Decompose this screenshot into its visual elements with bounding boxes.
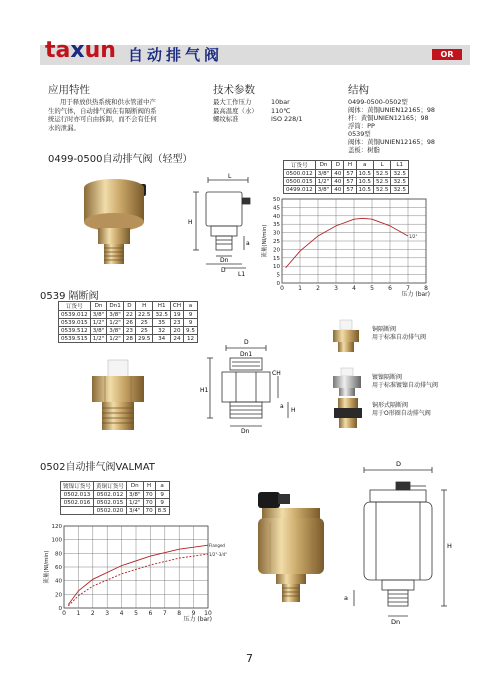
- table-header: D: [123, 302, 135, 311]
- x-tick-label: 1: [298, 285, 302, 292]
- x-axis-label: 压力 (bar): [183, 616, 212, 623]
- table-row: [61, 491, 170, 499]
- x-tick-label: 0: [62, 610, 66, 617]
- table-cell: 1/2": [107, 335, 124, 343]
- table-cell: 0502.012: [93, 491, 126, 499]
- table-cell: 34: [153, 335, 170, 343]
- x-tick-label: 1: [76, 610, 81, 617]
- table-cell: 32.5: [391, 170, 408, 178]
- x-tick-label: 3: [105, 610, 110, 617]
- x-tick-label: 7: [162, 610, 167, 617]
- y-tick-label: 40: [273, 213, 280, 220]
- brand-logo: taxun: [45, 38, 116, 63]
- structure-heading: 结构: [348, 84, 369, 96]
- table-cell: 1/2": [90, 335, 107, 343]
- y-tick-label: 20: [55, 592, 62, 599]
- table-0539: [58, 301, 198, 343]
- dim-label-a: a: [246, 240, 250, 247]
- table-cell: 1/2": [90, 319, 107, 327]
- table-cell: 3/8": [90, 327, 107, 335]
- y-tick-label: 50: [273, 197, 280, 203]
- dim-label-H1: H1: [200, 387, 209, 394]
- table-cell: 10.5: [356, 186, 373, 194]
- x-tick-label: 10: [204, 610, 212, 617]
- table-row: [284, 178, 409, 186]
- table-cell: 20: [170, 327, 183, 335]
- application-line: 统运行时亦可自由拆卸，而不会有任何: [48, 115, 157, 124]
- table-cell: 22.5: [135, 311, 152, 319]
- series-line: [68, 545, 208, 604]
- table-cell: 3/8": [315, 170, 332, 178]
- x-tick-label: 8: [177, 610, 182, 617]
- table-cell: 52.5: [374, 178, 391, 186]
- table-cell: 52.5: [374, 170, 391, 178]
- table-cell: 1/2": [107, 319, 124, 327]
- table-body: [59, 311, 198, 343]
- dim-label-Dn1: Dn1: [240, 351, 253, 358]
- table-header: L1: [391, 161, 408, 170]
- dim-label-Dn: Dn: [241, 428, 250, 435]
- table-cell: 23: [123, 327, 135, 335]
- table-header: H: [135, 302, 152, 311]
- x-tick-label: 7: [406, 285, 410, 292]
- dim-label-CH: CH: [272, 370, 281, 377]
- dim-label-a: a: [344, 594, 348, 602]
- table-row: [61, 499, 170, 507]
- y-tick-label: 60: [55, 565, 62, 571]
- y-tick-label: 45: [273, 205, 280, 212]
- table-cell: 57: [344, 170, 356, 178]
- table-header: Dn: [90, 302, 107, 311]
- table-header: CH: [170, 302, 183, 311]
- valve-0539-photo: [78, 358, 158, 440]
- flow-chart-0499: [262, 195, 452, 305]
- table-cell: 26: [123, 319, 135, 327]
- table-cell: 40: [332, 178, 344, 186]
- table-cell: 0502.013: [61, 491, 94, 499]
- table-header: a: [155, 482, 169, 491]
- x-tick-label: 2: [316, 285, 320, 292]
- table-cell: 32.5: [391, 178, 408, 186]
- table-cell: 22: [123, 311, 135, 319]
- table-cell: 29.5: [135, 335, 152, 343]
- dim-label-H: H: [447, 542, 452, 550]
- table-header: 订货号: [59, 302, 91, 311]
- table-header: H1: [153, 302, 170, 311]
- table-cell: 24: [170, 335, 183, 343]
- page-number: 7: [246, 652, 253, 665]
- table-cell: 3/8": [90, 311, 107, 319]
- dim-label-D: D: [221, 267, 226, 274]
- tech-value: 110℃: [271, 106, 291, 115]
- structure-line: 阀体：黄铜UNIEN12165；98: [348, 138, 435, 146]
- y-tick-label: 120: [51, 524, 62, 530]
- valve-0539-copper-thumb: [328, 318, 364, 354]
- application-line: 生的气体，自动排气阀在有隔断阀的系: [48, 106, 157, 115]
- table-row: [59, 311, 198, 319]
- dim-label-H: H: [188, 219, 193, 226]
- y-tick-label: 20: [273, 247, 280, 254]
- table-cell: 0539.012: [59, 311, 91, 319]
- structure-text: [348, 98, 435, 154]
- note-line: 用于标准镀镍自动排气阀: [372, 382, 439, 389]
- note-line: 铜隔断阀: [372, 326, 397, 333]
- table-cell: 0500.015: [284, 178, 316, 186]
- note-line: 用于O形圈自动排气阀: [372, 410, 431, 417]
- structure-line: 阀体：黄铜UNIEN12165；98: [348, 106, 435, 114]
- table-cell: 3/8": [126, 491, 143, 499]
- tech-label: 最高温度（水）: [213, 106, 258, 115]
- dim-label-L1: L1: [238, 271, 246, 278]
- table-cell: 19: [170, 311, 183, 319]
- series-line: [286, 218, 408, 268]
- table-cell: 32: [153, 327, 170, 335]
- table-cell: 0499.012: [284, 186, 316, 194]
- series-label: 1/2"-3/4": [209, 552, 227, 558]
- y-tick-label: 40: [55, 578, 62, 585]
- y-tick-label: 25: [273, 239, 280, 245]
- table-cell: 25: [135, 319, 152, 327]
- y-tick-label: 10: [273, 264, 280, 271]
- table-cell: 12: [184, 335, 198, 343]
- x-tick-label: 0: [280, 285, 284, 292]
- table-cell: 70: [143, 507, 155, 515]
- table-header: Dn1: [107, 302, 124, 311]
- dim-label-H: H: [291, 407, 296, 414]
- x-tick-label: 6: [148, 610, 153, 617]
- x-tick-label: 8: [424, 285, 428, 292]
- valve-0499-photo: [72, 168, 162, 276]
- dim-label-D: D: [396, 460, 402, 468]
- table-cell: 52.5: [374, 186, 391, 194]
- series-label: 1/2": [409, 233, 418, 239]
- structure-line: 0499-0500-0502型: [348, 98, 408, 106]
- note-copper: [372, 326, 426, 342]
- x-tick-label: 2: [90, 610, 95, 617]
- page-title: 自动排气阀: [128, 46, 224, 64]
- table-cell: 32.5: [391, 186, 408, 194]
- table-row: [61, 507, 170, 515]
- table-header-row: [59, 302, 198, 311]
- dim-label-a: a: [280, 403, 284, 410]
- table-cell: 0500.012: [284, 170, 316, 178]
- table-cell: [61, 507, 94, 515]
- y-axis-label: 流量(Nl/min): [262, 224, 268, 258]
- x-tick-label: 5: [134, 610, 138, 617]
- table-cell: 3/8": [107, 311, 124, 319]
- tech-heading: 技术参数: [213, 84, 255, 96]
- series-label: Flanged: [209, 543, 225, 549]
- table-0502: [60, 481, 170, 515]
- table-cell: 9: [155, 491, 169, 499]
- dim-label-L: L: [228, 173, 232, 180]
- series-0499-heading: 0499-0500自动排气阀（轻型）: [48, 154, 193, 165]
- tech-value: 10bar: [271, 98, 290, 106]
- table-row: [59, 327, 198, 335]
- application-line: 水的泄漏。: [48, 123, 80, 132]
- table-header: 黄铜订货号: [93, 482, 126, 491]
- structure-line: 0539型: [348, 130, 371, 138]
- table-0499: [283, 160, 409, 194]
- table-cell: 0539.512: [59, 327, 91, 335]
- table-cell: 1/2": [126, 499, 143, 507]
- application-line: 用于释放供热系统和供水管道中产: [60, 98, 156, 106]
- flow-chart-0502: [40, 522, 230, 630]
- series-0539-heading: 0539 隔断阀: [40, 291, 99, 302]
- table-cell: 3/8": [315, 186, 332, 194]
- note-line: 镀镍隔断阀: [372, 374, 403, 381]
- table-body: [61, 491, 170, 515]
- table-cell: 8.5: [155, 507, 169, 515]
- x-tick-label: 9: [191, 610, 196, 617]
- valve-0539-drawing: [196, 339, 296, 435]
- table-cell: 0539.015: [59, 319, 91, 327]
- table-row: [284, 186, 409, 194]
- table-cell: 1/2": [315, 178, 332, 186]
- table-cell: 40: [332, 186, 344, 194]
- table-header: H: [143, 482, 155, 491]
- table-row: [59, 335, 198, 343]
- structure-line: 浮筒：PP: [348, 122, 375, 130]
- y-tick-label: 35: [273, 222, 280, 229]
- table-cell: 70: [143, 499, 155, 507]
- table-cell: 28: [123, 335, 135, 343]
- x-tick-label: 3: [334, 285, 338, 292]
- table-header: Dn: [126, 482, 143, 491]
- application-text: [48, 98, 198, 132]
- table-cell: 3/4": [126, 507, 143, 515]
- x-tick-label: 6: [388, 285, 392, 292]
- tech-params: [213, 98, 302, 124]
- header-tag: OR: [432, 49, 462, 60]
- y-tick-label: 0: [58, 606, 62, 612]
- table-header: Dn: [315, 161, 332, 170]
- y-axis-label: 流量(Nl/min): [44, 550, 50, 584]
- series-0502-heading: 0502自动排气阀VALMAT: [40, 462, 155, 473]
- table-header: 订货号: [284, 161, 316, 170]
- table-header: L: [374, 161, 391, 170]
- table-cell: 9.5: [184, 327, 198, 335]
- table-cell: 0502.020: [93, 507, 126, 515]
- table-cell: 70: [143, 491, 155, 499]
- table-row: [59, 319, 198, 327]
- x-tick-label: 4: [352, 285, 356, 292]
- table-header-row: [284, 161, 409, 170]
- application-heading: 应用特性: [48, 84, 90, 96]
- valve-0539-oring-thumb: [330, 394, 366, 430]
- table-header: 镀镍订货号: [61, 482, 94, 491]
- structure-line: 杆：黄铜UNIEN12165；98: [348, 114, 429, 122]
- table-cell: 0502.016: [61, 499, 94, 507]
- table-cell: 0502.015: [93, 499, 126, 507]
- note-oring: [372, 402, 431, 418]
- table-cell: 9: [155, 499, 169, 507]
- table-cell: 23: [170, 319, 183, 327]
- table-cell: 25: [135, 327, 152, 335]
- table-cell: 0539.515: [59, 335, 91, 343]
- table-header: a: [184, 302, 198, 311]
- table-cell: 35: [153, 319, 170, 327]
- tech-label: 最大工作压力: [213, 98, 252, 106]
- table-cell: 32.5: [153, 311, 170, 319]
- table-cell: 10.5: [356, 178, 373, 186]
- y-tick-label: 30: [273, 230, 280, 237]
- tech-label: 螺纹标准: [213, 115, 239, 124]
- y-tick-label: 5: [276, 272, 280, 279]
- note-line: 铜形式隔断阀: [372, 402, 409, 409]
- valve-0502-photo: [250, 488, 332, 606]
- note-nickel: [372, 374, 438, 390]
- valve-0499-drawing: [186, 172, 264, 282]
- table-cell: 3/8": [107, 327, 124, 335]
- table-header: D: [332, 161, 344, 170]
- x-tick-label: 5: [370, 285, 374, 292]
- y-tick-label: 80: [55, 551, 62, 558]
- table-cell: 9: [184, 319, 198, 327]
- series-line: [68, 554, 208, 606]
- table-header-row: [61, 482, 170, 491]
- y-tick-label: 15: [273, 255, 280, 262]
- dim-label-Dn: Dn: [391, 618, 401, 626]
- y-tick-label: 100: [51, 537, 62, 544]
- dim-label-Dn: Dn: [220, 257, 229, 264]
- note-line: 用于标准自动排气阀: [372, 334, 427, 341]
- valve-0502-drawing: [340, 460, 460, 632]
- dim-label-D: D: [244, 339, 249, 346]
- table-cell: 57: [344, 178, 356, 186]
- structure-line: 盖板：树脂: [348, 146, 380, 154]
- table-header: H: [344, 161, 356, 170]
- table-cell: 57: [344, 186, 356, 194]
- table-cell: 10.5: [356, 170, 373, 178]
- y-tick-label: 0: [276, 281, 280, 287]
- tech-value: ISO 228/1: [271, 115, 303, 124]
- table-body: [284, 170, 409, 194]
- table-row: [284, 170, 409, 178]
- table-cell: 40: [332, 170, 344, 178]
- table-cell: 9: [184, 311, 198, 319]
- x-tick-label: 4: [119, 610, 124, 617]
- table-header: a: [356, 161, 373, 170]
- x-axis-label: 压力 (bar): [401, 291, 430, 298]
